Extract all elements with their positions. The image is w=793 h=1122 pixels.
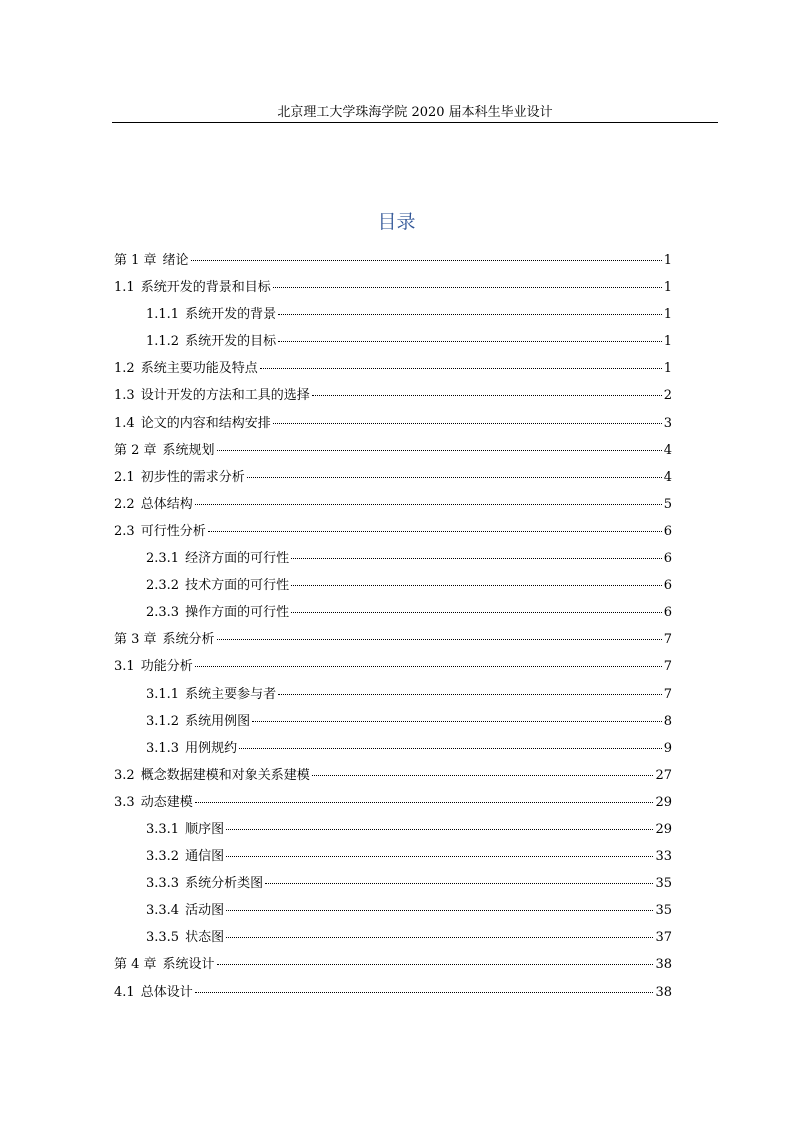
toc-entry-page: 1 [663,334,672,350]
dot-leader [291,612,662,613]
dot-leader [247,477,662,478]
toc-entry[interactable] [114,789,672,816]
toc-entry[interactable] [114,410,672,437]
toc-entry-number: 2.3.3 [146,605,180,621]
dot-leader [195,666,662,667]
toc-entry-number: 第 1 章 [114,253,157,268]
toc-entry-title: 系统分析 [162,632,215,648]
toc-entry[interactable] [114,355,672,382]
toc-entry-number: 1.2 [114,361,135,377]
toc-entry[interactable] [114,816,672,843]
toc-entry-number: 1.3 [114,388,135,404]
toc-entry-number: 2.2 [114,496,135,512]
toc-entry[interactable] [114,924,672,951]
toc-entry-page: 4 [663,442,672,458]
dot-leader [252,721,662,722]
toc-entry-page: 6 [663,551,672,567]
toc-entry-number: 3.3.1 [146,821,180,837]
toc-entry-number: 第 2 章 [114,442,157,458]
dot-leader [217,639,662,640]
toc-entry[interactable] [114,735,672,762]
toc-entry[interactable] [114,897,672,924]
toc-entry-title: 状态图 [185,930,225,946]
toc-entry[interactable] [114,843,672,870]
toc-entry-page: 3 [663,415,672,431]
toc-entry-number: 2.3 [114,523,135,539]
toc-entry-number: 3.3.2 [146,849,180,865]
toc-entry-number: 第 4 章 [114,957,157,973]
toc-entry-title: 系统开发的目标 [185,334,277,350]
toc-title: 目录 [377,211,416,233]
toc-entry-page: 5 [663,496,672,512]
toc-entry-page: 8 [663,713,672,729]
toc-entry-title: 系统分析类图 [185,876,264,892]
dot-leader [208,531,662,532]
toc-entry-title: 顺序图 [185,821,225,837]
toc-entry-page: 1 [663,307,672,323]
toc-entry-title: 系统主要参与者 [185,686,277,702]
toc-entry[interactable] [114,653,672,680]
dot-leader [273,287,662,288]
toc-entry-number: 3.1.3 [146,740,180,756]
dot-leader [312,395,662,396]
toc-entry-page: 2 [663,388,672,404]
toc-entry-title: 活动图 [185,903,225,919]
toc-entry[interactable] [114,545,672,572]
toc-entry[interactable] [114,762,672,789]
dot-leader [191,260,662,261]
toc-entry-number: 第 3 章 [114,632,157,648]
toc-entry-title: 论文的内容和结构安排 [140,415,271,431]
dot-leader [195,802,654,803]
toc-entry-title: 初步性的需求分析 [140,469,245,485]
toc-entry[interactable] [114,274,672,301]
toc-entry-title: 可行性分析 [140,523,206,539]
toc-entry[interactable] [114,301,672,328]
toc-entry[interactable] [114,681,672,708]
toc-entry-title: 总体结构 [140,496,193,512]
toc-entry-page: 6 [663,605,672,621]
toc-entry[interactable] [114,626,672,653]
dot-leader [239,748,662,749]
dot-leader [217,964,654,965]
toc-entry-page: 35 [655,876,672,892]
toc-entry-number: 3.3.4 [146,903,180,919]
header-rule [112,122,718,123]
toc-entry-page: 29 [655,821,672,837]
toc-entry-number: 3.3.3 [146,876,180,892]
toc-entry-title: 系统主要功能及特点 [140,361,258,377]
toc-entry-page: 37 [655,930,672,946]
toc-entry-title: 通信图 [185,849,225,865]
toc-entry[interactable] [114,247,672,274]
toc-entry[interactable] [114,464,672,491]
toc-entry-page: 7 [663,659,672,675]
dot-leader [226,937,653,938]
toc-entry-page: 1 [663,361,672,377]
toc-entry[interactable] [114,491,672,518]
toc-entry[interactable] [114,951,672,978]
toc-entry-title: 动态建模 [140,794,193,810]
dot-leader [278,341,662,342]
toc-entry-number: 3.1 [114,659,135,675]
toc-entry-page: 7 [663,632,672,648]
dot-leader [217,450,662,451]
toc-entry-number: 3.2 [114,767,135,783]
toc-entry-page: 38 [655,957,672,973]
toc-entry-title: 技术方面的可行性 [185,578,290,594]
toc-entry[interactable] [114,437,672,464]
dot-leader [226,829,653,830]
table-of-contents [114,247,672,1006]
toc-entry-title: 操作方面的可行性 [185,605,290,621]
toc-entry-number: 2.1 [114,469,135,485]
dot-leader [265,883,653,884]
toc-entry-number: 3.1.2 [146,713,180,729]
toc-entry-page: 6 [663,578,672,594]
dot-leader [278,694,662,695]
toc-entry-page: 35 [655,903,672,919]
dot-leader [291,558,662,559]
toc-entry-title: 总体设计 [140,984,193,1000]
toc-entry-number: 1.1.1 [146,307,180,323]
toc-entry-number: 1.1 [114,280,135,296]
toc-entry-number: 2.3.2 [146,578,180,594]
toc-entry-number: 2.3.1 [146,551,180,567]
dot-leader [195,992,654,993]
toc-entry-title: 系统规划 [162,442,215,458]
toc-entry[interactable] [114,328,672,355]
toc-entry[interactable] [114,382,672,409]
toc-entry[interactable] [114,870,672,897]
toc-entry-page: 33 [655,849,672,865]
toc-entry-title: 系统设计 [162,957,215,973]
toc-entry-title: 设计开发的方法和工具的选择 [140,388,310,404]
toc-entry-page: 1 [663,253,672,268]
toc-entry-page: 27 [655,767,672,783]
toc-entry-page: 38 [655,984,672,1000]
toc-entry-title: 系统用例图 [185,713,251,729]
toc-entry-number: 3.1.1 [146,686,180,702]
dot-leader [195,504,662,505]
toc-entry-title: 用例规约 [185,740,238,756]
toc-entry-number: 1.1.2 [146,334,180,350]
toc-entry-title: 系统开发的背景和目标 [140,280,271,296]
toc-entry-page: 6 [663,523,672,539]
toc-entry[interactable] [114,599,672,626]
running-header: 北京理工大学珠海学院 2020 届本科生毕业设计 [277,105,553,120]
toc-entry-page: 4 [663,469,672,485]
toc-entry-title: 系统开发的背景 [185,307,277,323]
dot-leader [226,910,653,911]
toc-entry-number: 1.4 [114,415,135,431]
dot-leader [260,368,662,369]
toc-entry-title: 经济方面的可行性 [185,551,290,567]
toc-entry-page: 1 [663,280,672,296]
toc-entry-title: 概念数据建模和对象关系建模 [140,767,310,783]
toc-entry-number: 3.3 [114,794,135,810]
toc-entry-page: 7 [663,686,672,702]
dot-leader [312,775,654,776]
toc-entry-page: 29 [655,794,672,810]
toc-entry[interactable] [114,518,672,545]
toc-entry-title: 功能分析 [140,659,193,675]
toc-entry[interactable] [114,979,672,1006]
dot-leader [273,423,662,424]
toc-entry-title: 绪论 [162,253,189,268]
dot-leader [226,856,653,857]
toc-entry[interactable] [114,572,672,599]
toc-entry[interactable] [114,708,672,735]
toc-entry-number: 4.1 [114,984,135,1000]
toc-entry-number: 3.3.5 [146,930,180,946]
dot-leader [278,314,662,315]
dot-leader [291,585,662,586]
toc-entry-page: 9 [663,740,672,756]
